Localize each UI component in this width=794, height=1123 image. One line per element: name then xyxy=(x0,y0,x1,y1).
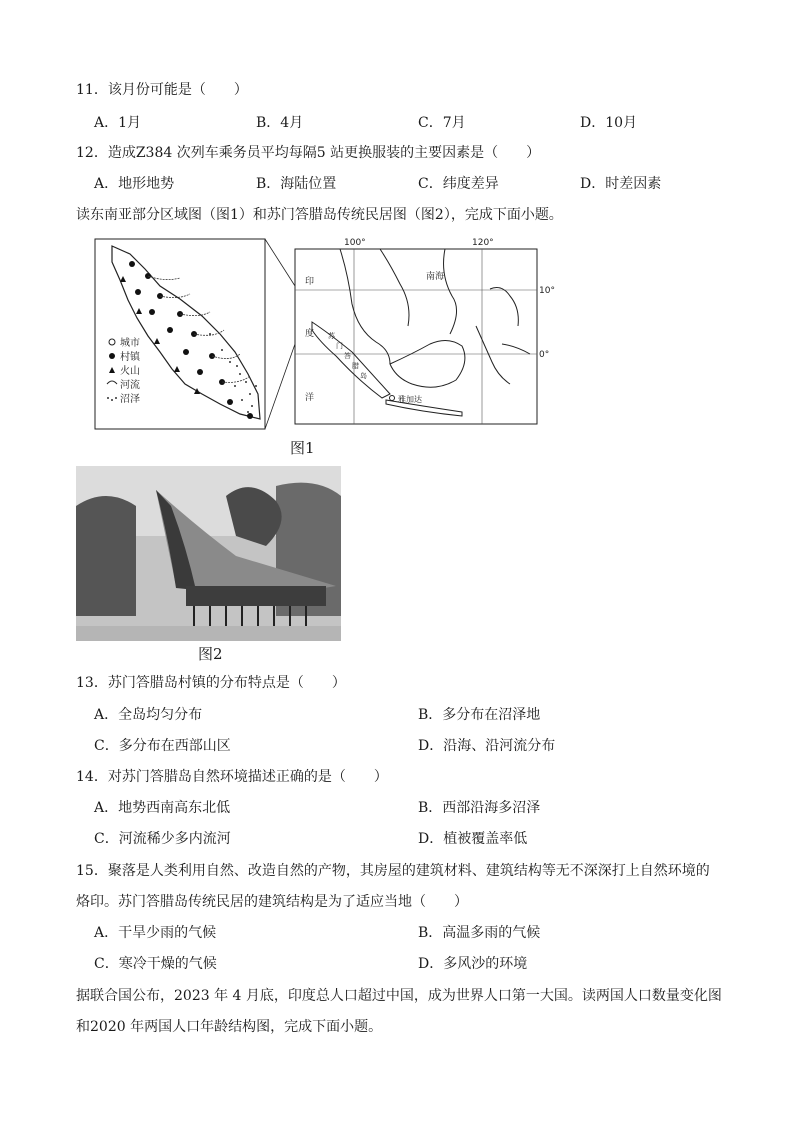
q14-option-c: C．河流稀少多内流河 xyxy=(94,831,231,847)
q12-option-c: C．纬度差异 xyxy=(418,176,499,192)
label-lon-120: 120° xyxy=(472,238,494,248)
q11-option-b: B．4月 xyxy=(256,115,304,131)
question-11-stem: 11．该月份可能是（ ） xyxy=(76,82,248,98)
legend-river: 河流 xyxy=(120,380,140,391)
q15-option-d: D．多风沙的环境 xyxy=(418,956,528,972)
label-du: 度 xyxy=(305,329,315,339)
legend-village: 村镇 xyxy=(120,352,140,363)
q15-option-c: C．寒冷干燥的气候 xyxy=(94,956,217,972)
question-15-stem-line-2: 烙印。苏门答腊岛传统民居的建筑结构是为了适应当地（ ） xyxy=(76,894,468,910)
q13-option-d: D．沿海、沿河流分布 xyxy=(418,738,556,754)
q13-option-c: C．多分布在西部山区 xyxy=(94,738,231,754)
figure-1-caption: 图1 xyxy=(290,439,315,457)
legend-volcano: 火山 xyxy=(120,366,140,377)
label-nanhai: 南海 xyxy=(426,272,445,282)
label-la: 腊 xyxy=(352,362,359,370)
figure-2-house-photo xyxy=(76,466,341,641)
label-men: 门 xyxy=(336,342,343,350)
intro-figure-1-2: 读东南亚部分区域图（图1）和苏门答腊岛传统民居图（图2），完成下面小题。 xyxy=(76,207,563,223)
question-15-stem-line-1: 15．聚落是人类利用自然、改造自然的产物，其房屋的建筑材料、建筑结构等无不深深打上自然环境的 xyxy=(76,863,710,879)
label-lon-100: 100° xyxy=(344,238,366,248)
q13-option-a: A．全岛均匀分布 xyxy=(94,707,203,723)
q12-option-b: B．海陆位置 xyxy=(256,176,337,192)
intro-population-line-2: 和2020 年两国人口年龄结构图，完成下面小题。 xyxy=(76,1019,383,1035)
q15-option-a: A．干旱少雨的气候 xyxy=(94,925,217,941)
legend-city: 城市 xyxy=(120,338,140,349)
figure-2-caption: 图2 xyxy=(198,645,223,663)
label-dao: 岛 xyxy=(360,372,367,380)
q12-option-d: D．时差因素 xyxy=(580,176,662,192)
label-yin: 印 xyxy=(305,277,315,287)
q15-option-b: B．高温多雨的气候 xyxy=(418,925,541,941)
q12-option-a: A．地形地势 xyxy=(94,176,175,192)
legend-swamp: 沼泽 xyxy=(120,394,140,405)
question-12-stem: 12．造成Z384 次列车乘务员平均每隔5 站更换服装的主要因素是（ ） xyxy=(76,145,541,161)
label-lat-0: 0° xyxy=(539,350,550,360)
label-yang: 洋 xyxy=(305,393,315,403)
label-jakarta: 雅加达 xyxy=(398,395,422,404)
q14-option-a: A．地势西南高东北低 xyxy=(94,800,231,816)
label-su: 苏 xyxy=(328,332,335,340)
q13-option-b: B．多分布在沼泽地 xyxy=(418,707,541,723)
question-13-stem: 13．苏门答腊岛村镇的分布特点是（ ） xyxy=(76,675,346,691)
question-14-stem: 14．对苏门答腊岛自然环境描述正确的是（ ） xyxy=(76,769,388,785)
q11-option-d: D．10月 xyxy=(580,115,638,131)
q11-option-a: A．1月 xyxy=(94,115,142,131)
q14-option-b: B．西部沿海多沼泽 xyxy=(418,800,541,816)
figure-1-map xyxy=(90,234,555,434)
label-da: 答 xyxy=(344,352,351,360)
q14-option-d: D．植被覆盖率低 xyxy=(418,831,528,847)
label-lat-10: 10° xyxy=(539,286,555,296)
intro-population-line-1: 据联合国公布，2023 年 4 月底，印度总人口超过中国，成为世界人口第一大国。读两国人口数量变化图 xyxy=(76,988,722,1004)
q11-option-c: C．7月 xyxy=(418,115,466,131)
